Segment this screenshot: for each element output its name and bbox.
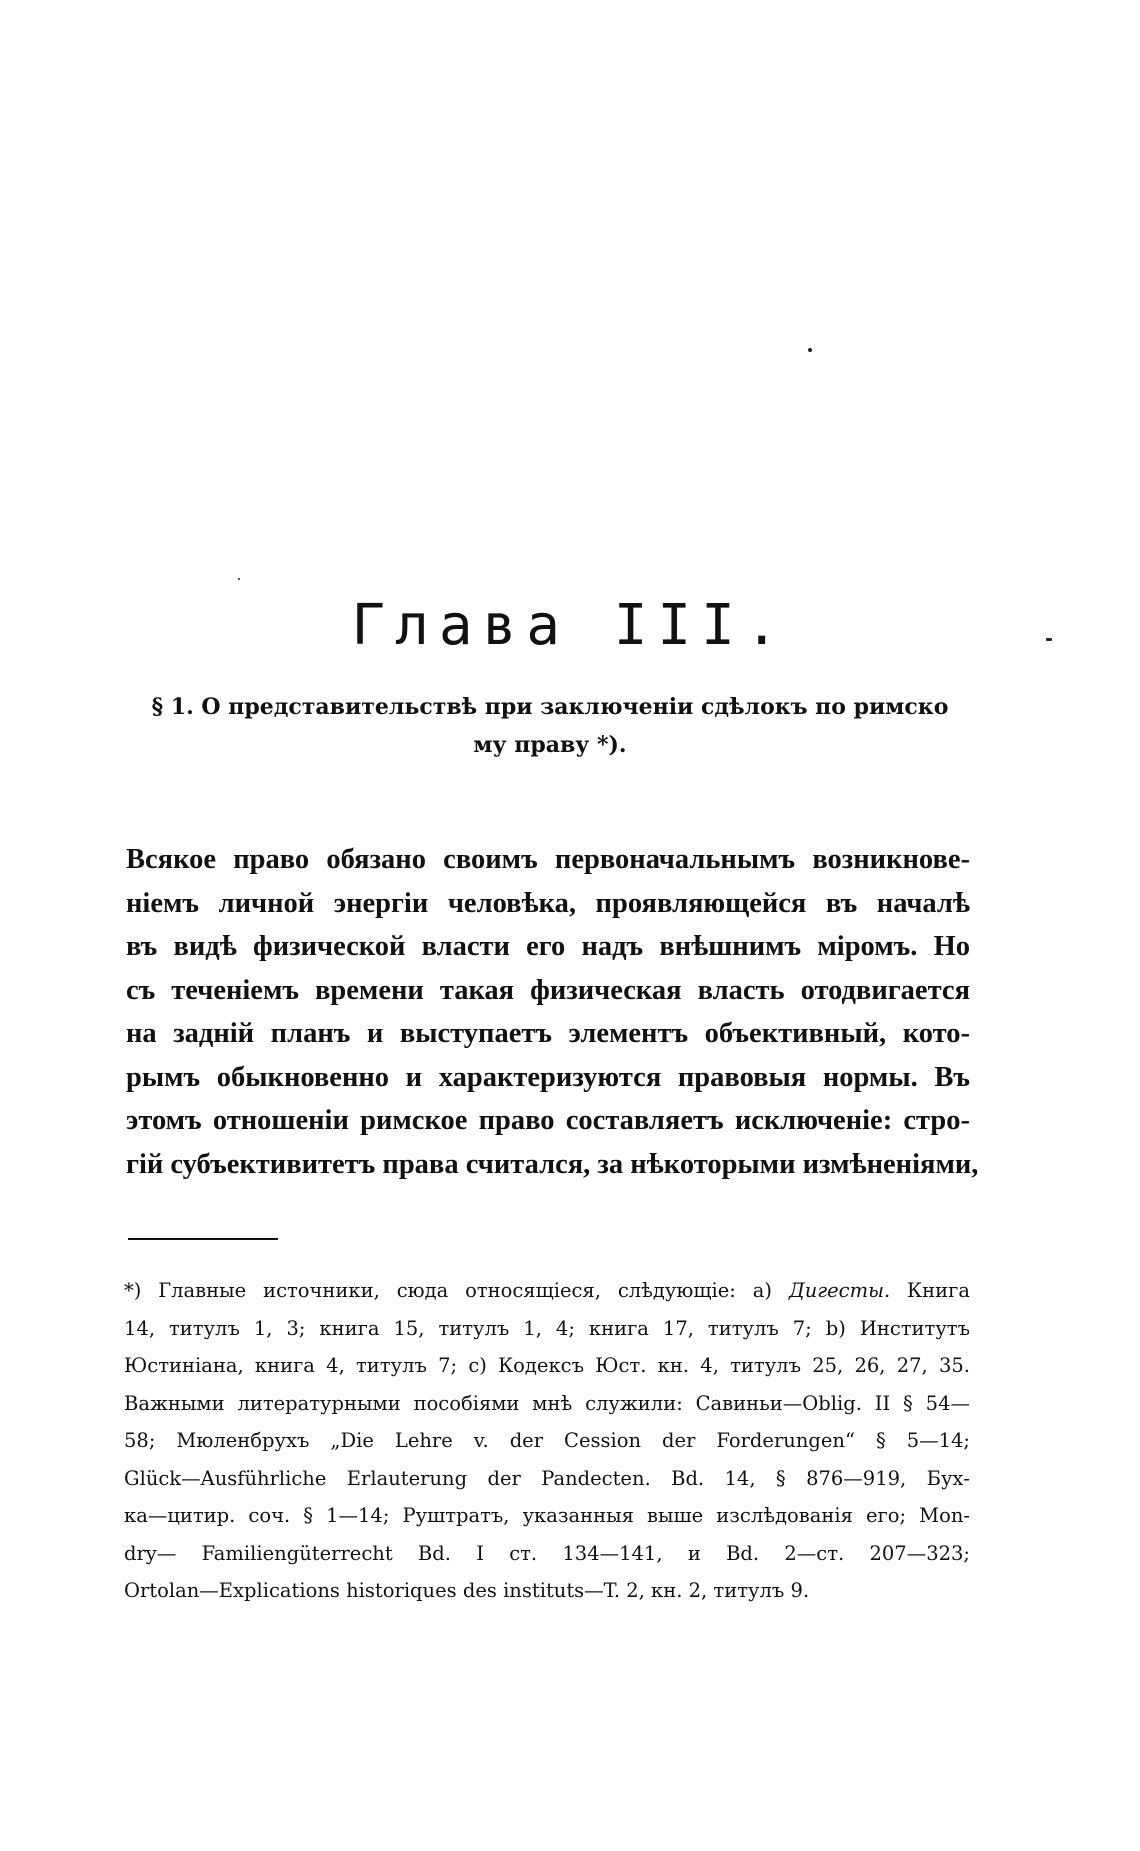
footnote-line: Важными литературными пособіями мнѣ служили: Савиньи—Oblig. II § 54— — [124, 1391, 970, 1415]
body-line: Всякое право обязано своимъ первоначальнымъ возникнове- — [126, 844, 970, 875]
section-heading-line-1: § 1. О представительствѣ при заключеніи сдѣлокъ по римско — [151, 694, 949, 720]
footnote-line: Glück—Ausführliche Erlauterung der Pandecten. Bd. 14, § 876—919, Бух- — [124, 1466, 970, 1490]
footnote-line-text: Книга — [907, 1279, 970, 1302]
body-line: гій субъективитетъ права считался, за нѣкоторыми измѣненіями, — [126, 1148, 979, 1180]
footnote-line: ка—цитир. соч. § 1—14; Руштратъ, указанныя выше изслѣдованія его; Mon- — [124, 1504, 970, 1527]
footnote-line: 58; Мюленбрухъ „Die Lehre v. der Cession der Forderungen“ § 5—14; — [124, 1429, 970, 1452]
print-speck — [238, 578, 240, 580]
footnote-divider — [128, 1238, 278, 1240]
footnote-line: Ortolan—Explications historiques des instituts—T. 2, кн. 2, титулъ 9. — [124, 1579, 810, 1602]
footnote-line — [124, 1272, 970, 1310]
section-heading-line-2: му праву *). — [473, 732, 627, 758]
body-line: этомъ отношеніи римское право составляетъ исключеніе: стро- — [126, 1105, 970, 1136]
print-speck — [808, 348, 812, 352]
body-line: ніемъ личной энергіи человѣка, проявляющейся въ началѣ — [126, 887, 970, 919]
footnote-line-text: *) Главные источники, сюда относящіеся, слѣдующіе: а) — [124, 1279, 772, 1302]
body-paragraph — [126, 838, 979, 1186]
section-heading — [130, 688, 970, 764]
footnote-line: Юстиніана, книга 4, титулъ 7; с) Кодексъ Юст. кн. 4, титулъ 25, 26, 27, 35. — [124, 1354, 970, 1377]
footnote — [124, 1272, 970, 1610]
footnote-line: dry— Familiengüterrecht Bd. I ст. 134—141, и Bd. 2—ст. 207—323; — [124, 1541, 970, 1565]
body-line: на задній планъ и выступаетъ элементъ объективный, кото- — [126, 1018, 970, 1049]
footnote-line: 14, титулъ 1, 3; книга 15, титулъ 1, 4; книга 17, титулъ 7; b) Институтъ — [124, 1316, 970, 1340]
chapter-title: Глава III. — [351, 593, 789, 658]
body-line: рымъ обыкновенно и характеризуются правовыя нормы. Въ — [126, 1061, 970, 1093]
footnote-italic-term: Дигесты. — [788, 1279, 891, 1302]
body-line: съ теченіемъ времени такая физическая власть отодвигается — [126, 974, 970, 1006]
body-line: въ видѣ физической власти его надъ внѣшнимъ міромъ. Но — [126, 931, 970, 962]
